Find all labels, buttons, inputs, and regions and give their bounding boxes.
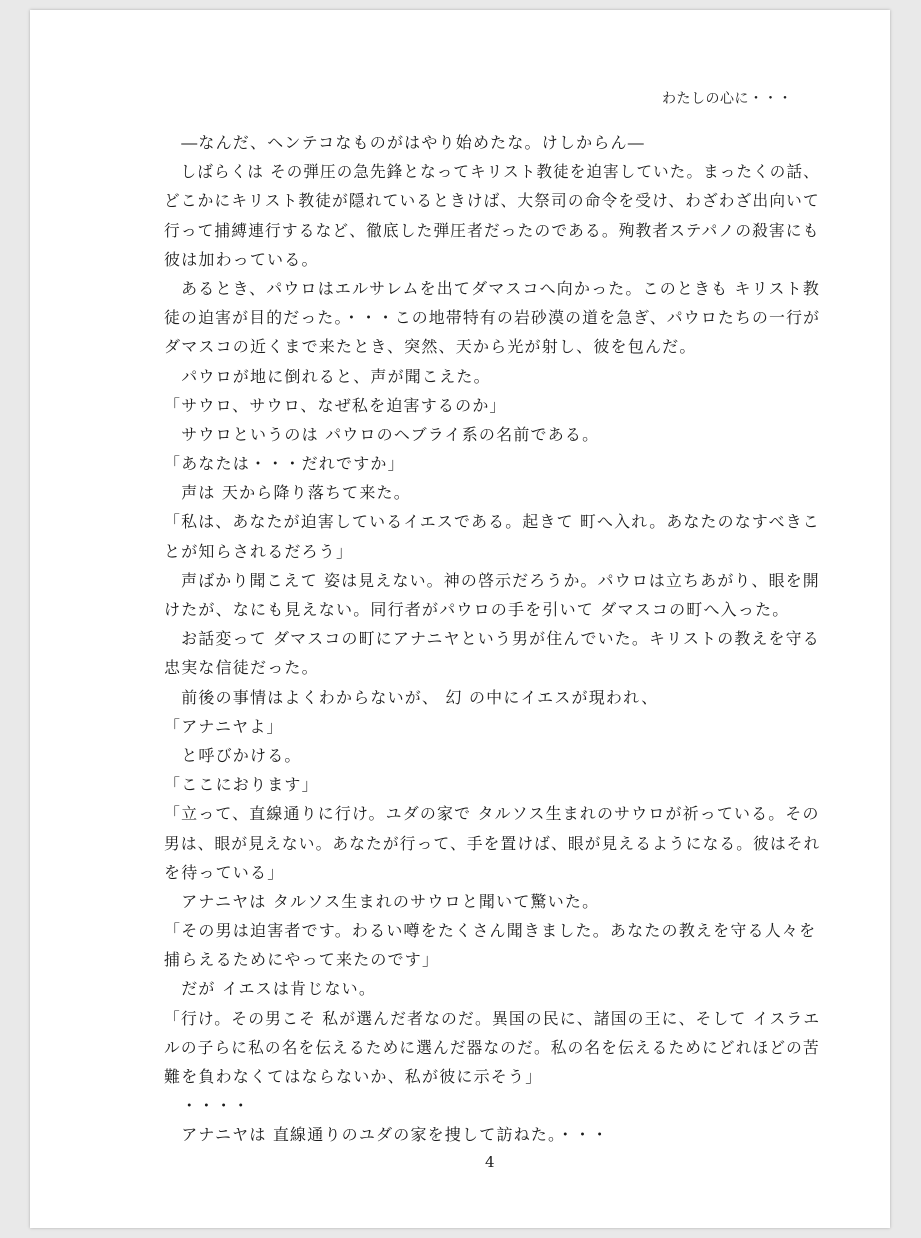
text-line: 男は、眼が見えない。あなたが行って、手を置けば、眼が見えるようになる。彼はそれ	[164, 833, 821, 853]
text-line: 行って捕縛連行するなど、徹底した弾圧者だったのである。殉教者ステパノの殺害にも	[164, 220, 820, 240]
text-line: 徒の迫害が目的だった。・・・この地帯特有の岩砂漠の道を急ぎ、パウロたちの一行が	[164, 308, 821, 328]
text-line: 「サウロ、サウロ、なぜ私を迫害するのか」	[164, 395, 507, 415]
text-line: 「私は、あなたが迫害しているイエスである。起きて 町へ入れ。あなたのなすべきこ	[164, 512, 820, 532]
text-line: 「アナニヤよ」	[164, 716, 284, 736]
text-line: ・・・・	[164, 1096, 251, 1116]
text-line: ルの子らに私の名を伝えるために選んだ器なのだ。私の名を伝えるためにどれほどの苦	[164, 1037, 820, 1057]
page-number: 4	[485, 1153, 495, 1171]
text-line: ダマスコの近くまで来たとき、突然、天から光が射し、彼を包んだ。	[164, 337, 697, 357]
text-line: アナニヤは 直線通りのユダの家を捜して訪ねた。・・・	[164, 1125, 609, 1145]
text-line: 「行け。その男こそ 私が選んだ者なのだ。異国の民に、諸国の王に、そして イスラエ	[164, 1008, 821, 1028]
text-line: しばらくは その弾圧の急先鋒となってキリスト教徒を迫害していた。まったくの話、	[164, 162, 820, 182]
text-line: 彼は加わっている。	[164, 249, 319, 269]
text-line: 捕らえるためにやって来たのです」	[164, 950, 440, 970]
text-line: 声ばかり聞こえて 姿は見えない。神の啓示だろうか。パウロは立ちあがり、眼を開	[164, 570, 820, 590]
text-line: 難を負わなくてはならないか、私が彼に示そう」	[164, 1067, 543, 1086]
text-line: 「立って、直線通りに行け。ユダの家で タルソス生まれのサウロが祈っている。その	[164, 804, 820, 824]
text-line: 前後の事情はよくわからないが、 幻 の中にイエスが現われ、	[164, 687, 659, 707]
document-page	[30, 10, 890, 1228]
text-line: あるとき、パウロはエルサレムを出てダマスコへ向かった。このときも キリスト教	[164, 278, 820, 298]
text-line: 「その男は迫害者です。わるい噂をたくさん聞きました。あなたの教えを守る人々を	[164, 921, 817, 941]
text-line: 「あなたは・・・だれですか」	[164, 454, 405, 474]
text-line: お話変って ダマスコの町にアナニヤという男が住んでいた。キリストの教えを守る	[164, 629, 820, 649]
text-line: けたが、なにも見えない。同行者がパウロの手を引いて ダマスコの町へ入った。	[164, 600, 790, 619]
text-line: ―なんだ、ヘンテコなものがはやり始めたな。けしからん―	[164, 133, 645, 152]
text-line: 忠実な信徒だった。	[164, 658, 319, 678]
text-line: と呼びかける。	[164, 745, 302, 765]
running-header: わたしの心に・・・	[662, 91, 793, 107]
text-line: を待っている」	[164, 862, 285, 882]
text-line: 声は 天から降り落ちて来た。	[164, 483, 411, 503]
text-line: だが イエスは肯じない。	[164, 979, 377, 999]
text-line: 「ここにおります」	[164, 775, 319, 795]
text-line: パウロが地に倒れると、声が聞こえた。	[164, 366, 491, 386]
text-line: とが知らされるだろう」	[164, 541, 354, 561]
text-line: サウロというのは パウロのヘブライ系の名前である。	[164, 424, 600, 444]
text-line: どこかにキリスト教徒が隠れているときけば、大祭司の命令を受け、わざわざ出向いて	[164, 191, 820, 211]
text-line: アナニヤは タルソス生まれのサウロと聞いて驚いた。	[164, 891, 600, 911]
body-text	[164, 128, 820, 1150]
